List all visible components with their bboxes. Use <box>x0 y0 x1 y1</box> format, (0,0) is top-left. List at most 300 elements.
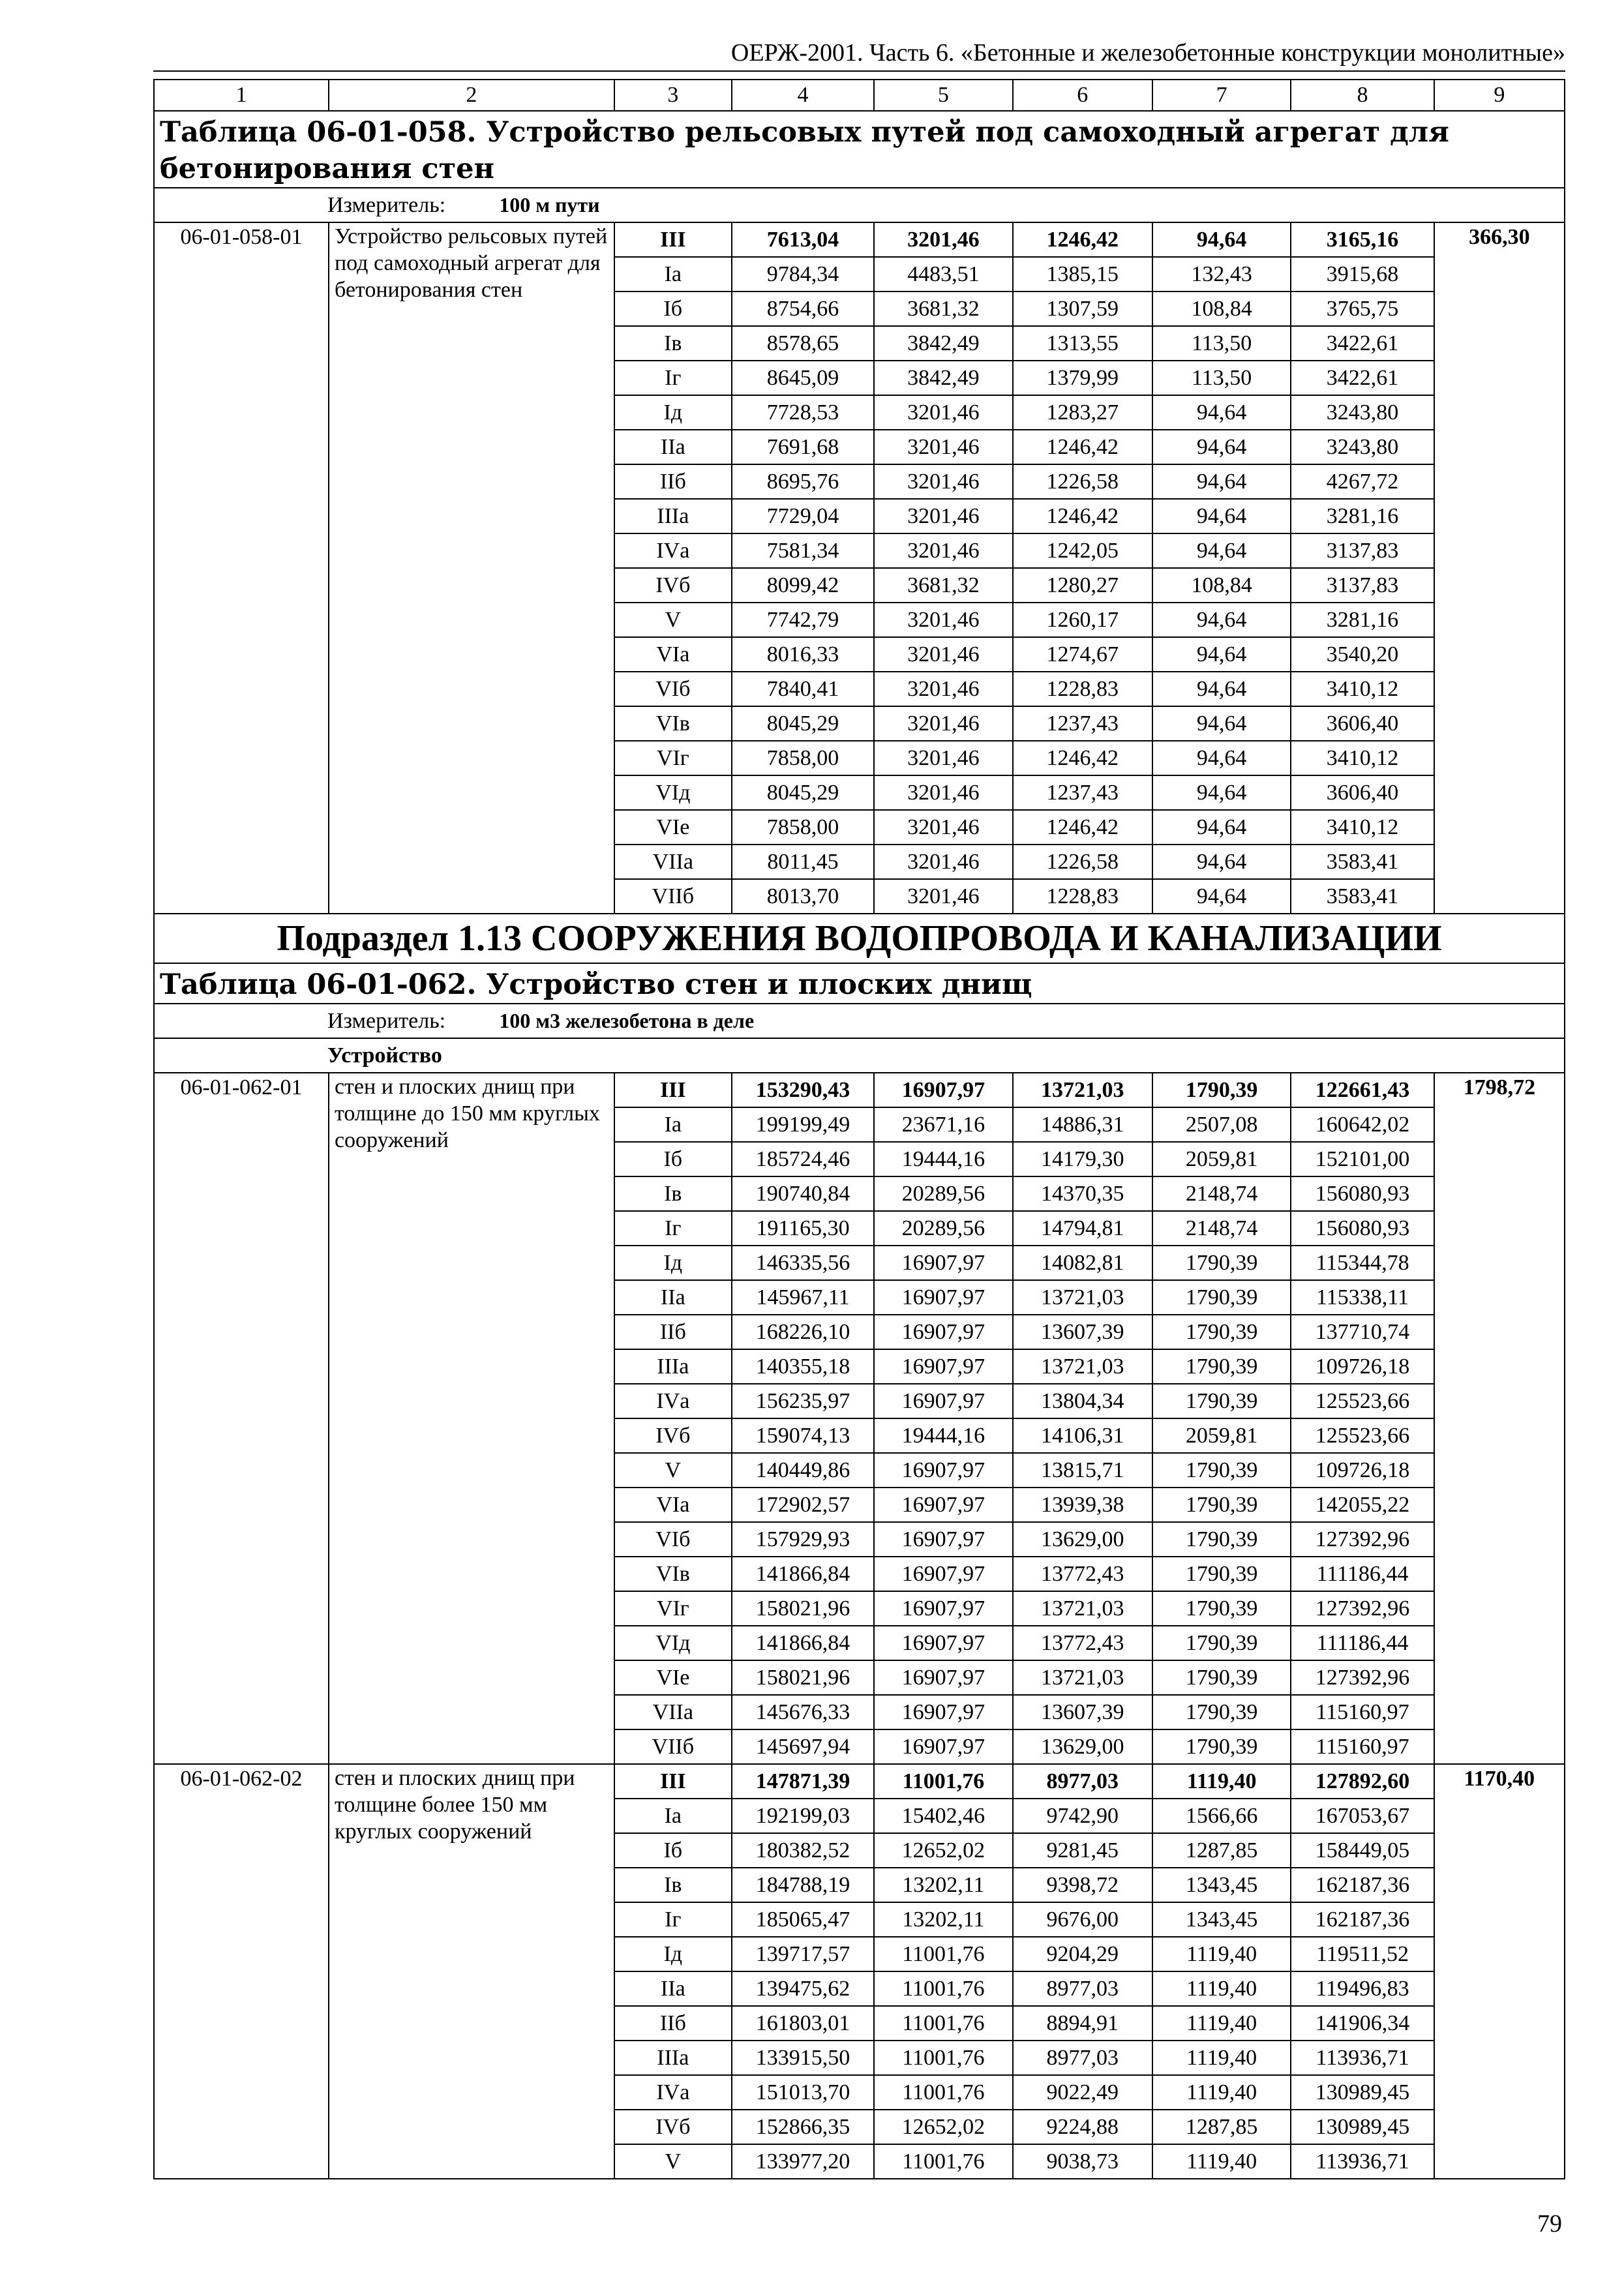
value-cell: 1260,17 <box>1013 603 1152 637</box>
value-cell: 16907,97 <box>874 1522 1012 1557</box>
column-number: 5 <box>874 80 1012 111</box>
value-cell: 130989,45 <box>1291 2075 1434 2110</box>
value-cell: 1343,45 <box>1152 1868 1291 1902</box>
zone-cell: III <box>614 222 732 257</box>
zone-cell: IIIа <box>614 499 732 533</box>
value-cell: 11001,76 <box>874 2144 1012 2179</box>
value-cell: 13772,43 <box>1013 1557 1152 1591</box>
value-cell: 8695,76 <box>732 464 874 499</box>
value-cell: 13939,38 <box>1013 1488 1152 1522</box>
value-cell: 1790,39 <box>1152 1246 1291 1280</box>
value-cell: 156080,93 <box>1291 1176 1434 1211</box>
value-cell: 185724,46 <box>732 1142 874 1176</box>
value-cell: 20289,56 <box>874 1211 1012 1246</box>
zone-cell: Iб <box>614 1833 732 1868</box>
zone-cell: V <box>614 2144 732 2179</box>
zone-cell: VIа <box>614 1488 732 1522</box>
subsection-title <box>154 914 1565 963</box>
value-cell: 145967,11 <box>732 1280 874 1315</box>
value-cell: 1790,39 <box>1152 1591 1291 1626</box>
value-cell: 160642,02 <box>1291 1107 1434 1142</box>
item-name-text: стен и плоских днищ при толщине более 150 мм круглых сооружений <box>334 1766 575 1844</box>
value-cell: 11001,76 <box>874 1971 1012 2006</box>
value-cell: 1280,27 <box>1013 568 1152 603</box>
rates-table <box>153 79 1565 2179</box>
value-cell: 111186,44 <box>1291 1557 1434 1591</box>
value-cell: 94,64 <box>1152 533 1291 568</box>
measure-label: Измеритель: <box>327 193 446 217</box>
zone-cell: Iд <box>614 1246 732 1280</box>
group-label-row <box>154 1038 1565 1073</box>
value-cell: 14179,30 <box>1013 1142 1152 1176</box>
value-cell: 3606,40 <box>1291 706 1434 741</box>
value-cell: 159074,13 <box>732 1418 874 1453</box>
value-cell: 9742,90 <box>1013 1799 1152 1833</box>
value-cell: 3165,16 <box>1291 222 1434 257</box>
value-cell: 3243,80 <box>1291 430 1434 464</box>
value-cell: 192199,03 <box>732 1799 874 1833</box>
value-cell: 94,64 <box>1152 845 1291 879</box>
value-cell: 1790,39 <box>1152 1453 1291 1488</box>
value-cell: 152866,35 <box>732 2110 874 2144</box>
value-cell: 13721,03 <box>1013 1280 1152 1315</box>
value-cell: 1228,83 <box>1013 879 1152 914</box>
value-cell: 191165,30 <box>732 1211 874 1246</box>
value-cell: 7581,34 <box>732 533 874 568</box>
item-name-text: Устройство рельсовых путей под самоходный агрегат для бетонирования стен <box>334 224 608 302</box>
zone-cell: VIIа <box>614 1695 732 1729</box>
value-cell: 1237,43 <box>1013 775 1152 810</box>
value-cell: 11001,76 <box>874 2041 1012 2075</box>
value-cell: 16907,97 <box>874 1626 1012 1660</box>
value-cell: 109726,18 <box>1291 1453 1434 1488</box>
zone-cell: IVб <box>614 2110 732 2144</box>
zone-cell: III <box>614 1764 732 1799</box>
zone-cell: Iг <box>614 1211 732 1246</box>
value-cell: 16907,97 <box>874 1384 1012 1418</box>
value-cell: 3422,61 <box>1291 361 1434 395</box>
value-cell: 172902,57 <box>732 1488 874 1522</box>
zone-cell: IIб <box>614 2006 732 2041</box>
value-cell: 11001,76 <box>874 1937 1012 1971</box>
value-cell: 1790,39 <box>1152 1280 1291 1315</box>
value-cell: 16907,97 <box>874 1315 1012 1349</box>
value-cell: 14886,31 <box>1013 1107 1152 1142</box>
value-cell: 3201,46 <box>874 672 1012 706</box>
value-cell: 3201,46 <box>874 533 1012 568</box>
value-cell: 20289,56 <box>874 1176 1012 1211</box>
column-number: 1 <box>154 80 329 111</box>
zone-cell: Iа <box>614 1107 732 1142</box>
column-number: 3 <box>614 80 732 111</box>
value-cell: 2507,08 <box>1152 1107 1291 1142</box>
value-cell: 8578,65 <box>732 326 874 361</box>
value-cell: 3410,12 <box>1291 672 1434 706</box>
value-cell: 1119,40 <box>1152 1937 1291 1971</box>
value-cell: 3583,41 <box>1291 879 1434 914</box>
value-cell: 16907,97 <box>874 1453 1012 1488</box>
zone-cell: VIа <box>614 637 732 672</box>
value-cell: 1287,85 <box>1152 1833 1291 1868</box>
value-cell: 3765,75 <box>1291 292 1434 326</box>
zone-cell: IVб <box>614 568 732 603</box>
item-name-text: стен и плоских днищ при толщине до 150 мм круглых сооружений <box>334 1075 600 1152</box>
item-name <box>329 222 614 914</box>
zone-cell: Iа <box>614 1799 732 1833</box>
value-cell: 11001,76 <box>874 2006 1012 2041</box>
value-cell: 94,64 <box>1152 222 1291 257</box>
value-cell: 13202,11 <box>874 1902 1012 1937</box>
value-cell: 1343,45 <box>1152 1902 1291 1937</box>
value-cell: 1307,59 <box>1013 292 1152 326</box>
item-total: 1798,72 <box>1434 1073 1565 1764</box>
zone-cell: Iв <box>614 1176 732 1211</box>
value-cell: 125523,66 <box>1291 1418 1434 1453</box>
zone-cell: IVа <box>614 1384 732 1418</box>
value-cell: 3915,68 <box>1291 257 1434 292</box>
value-cell: 9281,45 <box>1013 1833 1152 1868</box>
value-cell: 12652,02 <box>874 2110 1012 2144</box>
zone-cell: IIIа <box>614 2041 732 2075</box>
table-title-062 <box>154 963 1565 1004</box>
value-cell: 8977,03 <box>1013 2041 1152 2075</box>
zone-cell: Iв <box>614 1868 732 1902</box>
value-cell: 1119,40 <box>1152 2006 1291 2041</box>
value-cell: 13629,00 <box>1013 1522 1152 1557</box>
value-cell: 14370,35 <box>1013 1176 1152 1211</box>
value-cell: 1228,83 <box>1013 672 1152 706</box>
value-cell: 133977,20 <box>732 2144 874 2179</box>
zone-cell: VIIб <box>614 879 732 914</box>
zone-cell: VIб <box>614 1522 732 1557</box>
value-cell: 3681,32 <box>874 568 1012 603</box>
value-cell: 8894,91 <box>1013 2006 1152 2041</box>
value-cell: 142055,22 <box>1291 1488 1434 1522</box>
value-cell: 94,64 <box>1152 879 1291 914</box>
zone-cell: VIе <box>614 810 732 845</box>
value-cell: 13815,71 <box>1013 1453 1152 1488</box>
zone-cell: Iг <box>614 1902 732 1937</box>
zone-cell: Iв <box>614 326 732 361</box>
value-cell: 16907,97 <box>874 1488 1012 1522</box>
value-cell: 3281,16 <box>1291 499 1434 533</box>
value-cell: 8977,03 <box>1013 1764 1152 1799</box>
zone-cell: V <box>614 1453 732 1488</box>
value-cell: 2148,74 <box>1152 1176 1291 1211</box>
rate-row <box>154 222 1565 257</box>
value-cell: 168226,10 <box>732 1315 874 1349</box>
zone-cell: IIб <box>614 464 732 499</box>
value-cell: 156080,93 <box>1291 1211 1434 1246</box>
value-cell: 127392,96 <box>1291 1591 1434 1626</box>
value-cell: 1283,27 <box>1013 395 1152 430</box>
value-cell: 1790,39 <box>1152 1315 1291 1349</box>
value-cell: 3201,46 <box>874 879 1012 914</box>
value-cell: 115160,97 <box>1291 1695 1434 1729</box>
value-cell: 1237,43 <box>1013 706 1152 741</box>
value-cell: 167053,67 <box>1291 1799 1434 1833</box>
item-total: 1170,40 <box>1434 1764 1565 2179</box>
group-label-row-cell: Устройство <box>154 1038 1565 1073</box>
value-cell: 1246,42 <box>1013 430 1152 464</box>
value-cell: 1385,15 <box>1013 257 1152 292</box>
value-cell: 1379,99 <box>1013 361 1152 395</box>
value-cell: 185065,47 <box>732 1902 874 1937</box>
zone-cell: V <box>614 603 732 637</box>
value-cell: 16907,97 <box>874 1660 1012 1695</box>
value-cell: 161803,01 <box>732 2006 874 2041</box>
value-cell: 94,64 <box>1152 430 1291 464</box>
value-cell: 16907,97 <box>874 1349 1012 1384</box>
value-cell: 94,64 <box>1152 464 1291 499</box>
value-cell: 14106,31 <box>1013 1418 1152 1453</box>
value-cell: 8013,70 <box>732 879 874 914</box>
zone-cell: IVа <box>614 2075 732 2110</box>
value-cell: 3137,83 <box>1291 533 1434 568</box>
value-cell: 3201,46 <box>874 499 1012 533</box>
item-code: 06-01-062-02 <box>154 1764 329 2179</box>
value-cell: 11001,76 <box>874 2075 1012 2110</box>
value-cell: 119496,83 <box>1291 1971 1434 2006</box>
value-cell: 3201,46 <box>874 222 1012 257</box>
measure-value: 100 м пути <box>499 193 600 217</box>
value-cell: 94,64 <box>1152 672 1291 706</box>
value-cell: 145676,33 <box>732 1695 874 1729</box>
column-number: 4 <box>732 80 874 111</box>
value-cell: 1119,40 <box>1152 1971 1291 2006</box>
value-cell: 1790,39 <box>1152 1660 1291 1695</box>
value-cell: 3201,46 <box>874 845 1012 879</box>
value-cell: 9224,88 <box>1013 2110 1152 2144</box>
value-cell: 13607,39 <box>1013 1315 1152 1349</box>
subsection-title-cell: Подраздел 1.13 СООРУЖЕНИЯ ВОДОПРОВОДА И КАНАЛИЗАЦИИ <box>154 914 1565 963</box>
column-number-row <box>154 80 1565 111</box>
value-cell: 1313,55 <box>1013 326 1152 361</box>
value-cell: 133915,50 <box>732 2041 874 2075</box>
value-cell: 3243,80 <box>1291 395 1434 430</box>
value-cell: 94,64 <box>1152 637 1291 672</box>
value-cell: 1566,66 <box>1152 1799 1291 1833</box>
value-cell: 3583,41 <box>1291 845 1434 879</box>
zone-cell: VIв <box>614 706 732 741</box>
value-cell: 9398,72 <box>1013 1868 1152 1902</box>
value-cell: 1119,40 <box>1152 2075 1291 2110</box>
value-cell: 19444,16 <box>874 1418 1012 1453</box>
value-cell: 127392,96 <box>1291 1522 1434 1557</box>
value-cell: 141906,34 <box>1291 2006 1434 2041</box>
value-cell: 7691,68 <box>732 430 874 464</box>
value-cell: 3201,46 <box>874 464 1012 499</box>
zone-cell: VIб <box>614 672 732 706</box>
page-header: ОЕРЖ-2001. Часть 6. «Бетонные и железобетонные конструкции монолитные» <box>153 38 1565 72</box>
value-cell: 3410,12 <box>1291 810 1434 845</box>
value-cell: 3201,46 <box>874 395 1012 430</box>
zone-cell: VIд <box>614 775 732 810</box>
value-cell: 8099,42 <box>732 568 874 603</box>
zone-cell: Iб <box>614 1142 732 1176</box>
value-cell: 23671,16 <box>874 1107 1012 1142</box>
value-cell: 7742,79 <box>732 603 874 637</box>
value-cell: 1119,40 <box>1152 2144 1291 2179</box>
zone-cell: VIIб <box>614 1729 732 1764</box>
zone-cell: VIIа <box>614 845 732 879</box>
value-cell: 1246,42 <box>1013 222 1152 257</box>
value-cell: 141866,84 <box>732 1626 874 1660</box>
rate-row <box>154 1073 1565 1107</box>
value-cell: 109726,18 <box>1291 1349 1434 1384</box>
value-cell: 7858,00 <box>732 741 874 775</box>
value-cell: 9784,34 <box>732 257 874 292</box>
value-cell: 94,64 <box>1152 603 1291 637</box>
value-cell: 199199,49 <box>732 1107 874 1142</box>
value-cell: 13721,03 <box>1013 1660 1152 1695</box>
zone-cell: IVб <box>614 1418 732 1453</box>
value-cell: 140355,18 <box>732 1349 874 1384</box>
value-cell: 16907,97 <box>874 1073 1012 1107</box>
value-cell: 1246,42 <box>1013 741 1152 775</box>
value-cell: 19444,16 <box>874 1142 1012 1176</box>
column-number: 6 <box>1013 80 1152 111</box>
table-title-062-cell: Таблица 06-01-062. Устройство стен и плоских днищ <box>154 963 1565 1004</box>
value-cell: 1790,39 <box>1152 1384 1291 1418</box>
zone-cell: Iд <box>614 1937 732 1971</box>
value-cell: 94,64 <box>1152 395 1291 430</box>
value-cell: 132,43 <box>1152 257 1291 292</box>
value-cell: 16907,97 <box>874 1246 1012 1280</box>
value-cell: 7858,00 <box>732 810 874 845</box>
value-cell: 94,64 <box>1152 775 1291 810</box>
zone-cell: VIе <box>614 1660 732 1695</box>
value-cell: 125523,66 <box>1291 1384 1434 1418</box>
value-cell: 190740,84 <box>732 1176 874 1211</box>
item-code: 06-01-058-01 <box>154 222 329 914</box>
measure-row <box>154 188 1565 222</box>
value-cell: 94,64 <box>1152 499 1291 533</box>
value-cell: 162187,36 <box>1291 1868 1434 1902</box>
zone-cell: IIа <box>614 430 732 464</box>
value-cell: 16907,97 <box>874 1729 1012 1764</box>
value-cell: 13804,34 <box>1013 1384 1152 1418</box>
value-cell: 108,84 <box>1152 292 1291 326</box>
value-cell: 3201,46 <box>874 637 1012 672</box>
value-cell: 153290,43 <box>732 1073 874 1107</box>
zone-cell: VIв <box>614 1557 732 1591</box>
zone-cell: IIа <box>614 1280 732 1315</box>
value-cell: 13629,00 <box>1013 1729 1152 1764</box>
value-cell: 141866,84 <box>732 1557 874 1591</box>
item-name <box>329 1073 614 1764</box>
zone-cell: IVа <box>614 533 732 568</box>
value-cell: 9676,00 <box>1013 1902 1152 1937</box>
value-cell: 2059,81 <box>1152 1142 1291 1176</box>
value-cell: 156235,97 <box>732 1384 874 1418</box>
value-cell: 9204,29 <box>1013 1937 1152 1971</box>
value-cell: 1119,40 <box>1152 1764 1291 1799</box>
value-cell: 1119,40 <box>1152 2041 1291 2075</box>
measure-value: 100 м3 железобетона в деле <box>499 1009 755 1032</box>
value-cell: 3410,12 <box>1291 741 1434 775</box>
zone-cell: IIIа <box>614 1349 732 1384</box>
zone-cell: VIг <box>614 741 732 775</box>
value-cell: 15402,46 <box>874 1799 1012 1833</box>
value-cell: 3201,46 <box>874 706 1012 741</box>
value-cell: 9022,49 <box>1013 2075 1152 2110</box>
value-cell: 14082,81 <box>1013 1246 1152 1280</box>
value-cell: 1246,42 <box>1013 499 1152 533</box>
item-total: 366,30 <box>1434 222 1565 914</box>
value-cell: 3137,83 <box>1291 568 1434 603</box>
value-cell: 12652,02 <box>874 1833 1012 1868</box>
value-cell: 1790,39 <box>1152 1522 1291 1557</box>
value-cell: 1790,39 <box>1152 1349 1291 1384</box>
value-cell: 13202,11 <box>874 1868 1012 1902</box>
value-cell: 1246,42 <box>1013 810 1152 845</box>
value-cell: 115344,78 <box>1291 1246 1434 1280</box>
value-cell: 13607,39 <box>1013 1695 1152 1729</box>
column-number: 8 <box>1291 80 1434 111</box>
value-cell: 113,50 <box>1152 361 1291 395</box>
value-cell: 139475,62 <box>732 1971 874 2006</box>
value-cell: 3606,40 <box>1291 775 1434 810</box>
value-cell: 127392,96 <box>1291 1660 1434 1695</box>
value-cell: 146335,56 <box>732 1246 874 1280</box>
column-number: 9 <box>1434 80 1565 111</box>
rate-row <box>154 1764 1565 1799</box>
item-code: 06-01-062-01 <box>154 1073 329 1764</box>
value-cell: 8977,03 <box>1013 1971 1152 2006</box>
value-cell: 145697,94 <box>732 1729 874 1764</box>
value-cell: 139717,57 <box>732 1937 874 1971</box>
value-cell: 13772,43 <box>1013 1626 1152 1660</box>
value-cell: 1226,58 <box>1013 464 1152 499</box>
value-cell: 3201,46 <box>874 775 1012 810</box>
measure-cell <box>154 188 1565 222</box>
value-cell: 122661,43 <box>1291 1073 1434 1107</box>
value-cell: 94,64 <box>1152 706 1291 741</box>
value-cell: 8045,29 <box>732 706 874 741</box>
zone-cell: Iа <box>614 257 732 292</box>
value-cell: 1226,58 <box>1013 845 1152 879</box>
value-cell: 140449,86 <box>732 1453 874 1488</box>
value-cell: 9038,73 <box>1013 2144 1152 2179</box>
value-cell: 3540,20 <box>1291 637 1434 672</box>
zone-cell: VIг <box>614 1591 732 1626</box>
value-cell: 1790,39 <box>1152 1073 1291 1107</box>
value-cell: 1287,85 <box>1152 2110 1291 2144</box>
value-cell: 3201,46 <box>874 603 1012 637</box>
zone-cell: Iг <box>614 361 732 395</box>
value-cell: 1790,39 <box>1152 1626 1291 1660</box>
value-cell: 3201,46 <box>874 430 1012 464</box>
value-cell: 111186,44 <box>1291 1626 1434 1660</box>
value-cell: 16907,97 <box>874 1695 1012 1729</box>
value-cell: 94,64 <box>1152 810 1291 845</box>
value-cell: 127892,60 <box>1291 1764 1434 1799</box>
value-cell: 7613,04 <box>732 222 874 257</box>
value-cell: 14794,81 <box>1013 1211 1152 1246</box>
value-cell: 147871,39 <box>732 1764 874 1799</box>
zone-cell: III <box>614 1073 732 1107</box>
value-cell: 1274,67 <box>1013 637 1152 672</box>
zone-cell: VIд <box>614 1626 732 1660</box>
value-cell: 108,84 <box>1152 568 1291 603</box>
value-cell: 1790,39 <box>1152 1729 1291 1764</box>
value-cell: 2148,74 <box>1152 1211 1291 1246</box>
zone-cell: IIа <box>614 1971 732 2006</box>
value-cell: 158021,96 <box>732 1591 874 1626</box>
zone-cell: IIб <box>614 1315 732 1349</box>
value-cell: 8754,66 <box>732 292 874 326</box>
